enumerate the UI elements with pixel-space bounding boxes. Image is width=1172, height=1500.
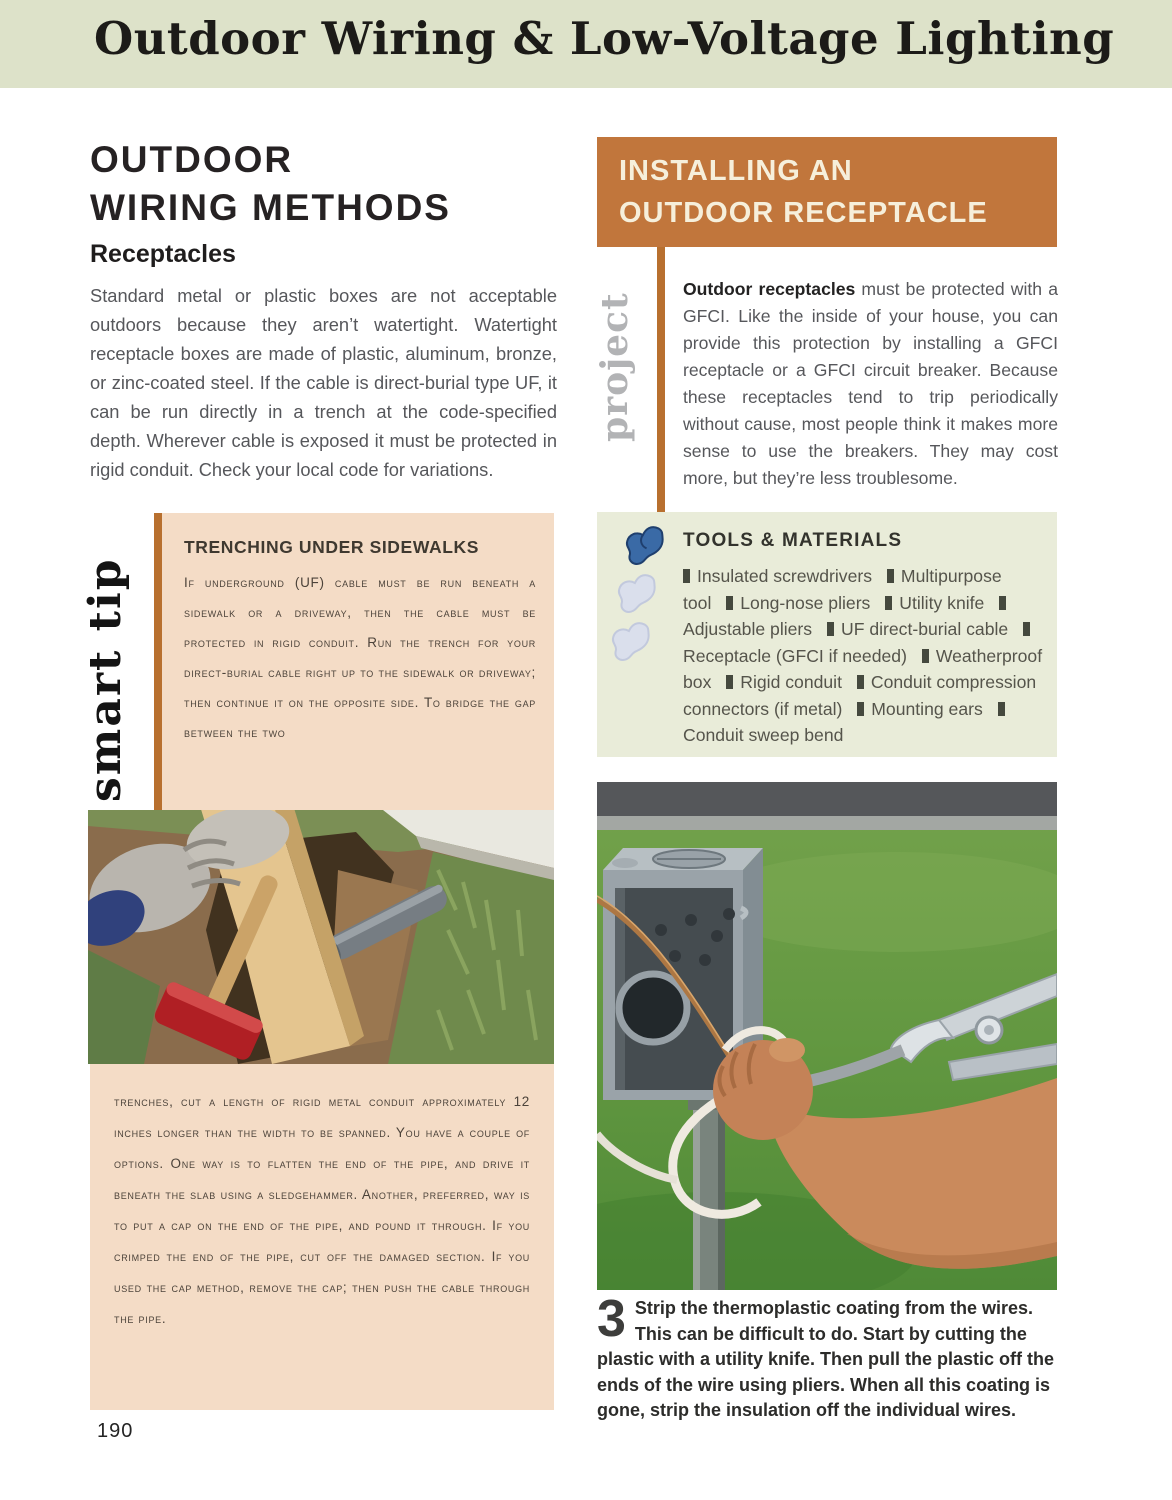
smart-tip-box-top — [162, 513, 554, 810]
bullet-icon — [726, 675, 733, 689]
smart-tip-box-bottom — [90, 1064, 554, 1410]
bullet-icon — [683, 569, 690, 583]
tool-item-label: Conduit compression connectors (if metal) — [683, 672, 1037, 719]
tool-item-label: Multipurpose tool — [683, 566, 1002, 613]
side-knockout-hole — [619, 974, 687, 1042]
tool-item-label: UF direct-burial cable — [840, 619, 1009, 639]
project-label: project — [594, 292, 636, 442]
photo-trench-illustration — [88, 810, 554, 1064]
tool-item-label: Receptacle (GFCI if needed) — [683, 645, 907, 666]
section-heading — [90, 136, 451, 232]
step-number: 3 — [597, 1290, 626, 1348]
glove-icon-faded — [617, 573, 656, 615]
glove-icon-faded — [611, 621, 650, 663]
step-caption-text: Strip the thermoplastic coating from the wires. This can be difficult to do. Start by cutting the plastic with a utility knife. Then pull the plastic off the ends of the wire using pliers. When all this coating is gone, strip the insulation off the individual wires. — [597, 1298, 1055, 1420]
tool-item-label: Utility knife — [899, 592, 985, 613]
smart-tip-heading: TRENCHING UNDER SIDEWALKS — [184, 537, 480, 557]
bullet-icon — [726, 596, 733, 610]
project-header-line1: INSTALLING AN — [619, 155, 853, 187]
section-heading-line1: OUTDOOR — [90, 139, 294, 180]
subsection-heading: Receptacles — [90, 240, 236, 268]
tool-item — [827, 619, 1008, 639]
tool-item-label: Insulated screwdrivers — [697, 566, 873, 586]
tool-item — [726, 593, 870, 613]
project-intro-rest: must be protected with a GFCI. Like the inside of your house, you can provide this protection by installing a GFCI receptacle or a GFCI circuit breaker. Because these receptacles tend to trip periodically without cause, most people think it makes more sense to use the breakers. They may cost more, but they’re less troublesome. — [683, 279, 1058, 488]
smart-tip-accent-bar — [154, 513, 162, 810]
chapter-title: Outdoor Wiring & Low-Voltage Lighting — [94, 12, 1115, 65]
tools-content — [683, 530, 1043, 749]
project-header — [597, 137, 1057, 247]
tool-item — [857, 699, 983, 719]
page-number: 190 — [97, 1420, 134, 1442]
left-body-paragraph: Standard metal or plastic boxes are not acceptable outdoors because they aren’t watertight. Watertight receptacle boxes are made of plastic, aluminum, bronze, or zinc-coated steel. If the cable is direct-burial type UF, it can be run directly in a trench at the code-specified depth. Wherever cable is exposed it must be protected in rigid conduit. Check your local code for variations. — [90, 285, 557, 480]
tool-item-label: Mounting ears — [871, 698, 983, 719]
bullet-icon — [1023, 622, 1030, 636]
bullet-icon — [857, 675, 864, 689]
bullet-icon — [999, 596, 1006, 610]
tool-item — [726, 672, 842, 692]
smart-tip-text-bottom: trenches, cut a length of rigid metal conduit approximately 12 inches longer than the width to be spanned. You have a couple of options. One way is to flatten the end of the pipe, and drive it beneath the slab using a sledgehammer. Another, preferred, way is to put a cap on the end of the pipe, and pound it through. If you crimped the end of the pipe, cut off the damaged section. If you used the cap method, remove the cap; then push the cable through the pipe. — [114, 1094, 530, 1326]
smart-tip-label: smart tip — [80, 557, 131, 803]
photo-strip-wires — [597, 782, 1057, 1290]
tool-item-label: Adjustable pliers — [683, 619, 813, 639]
tool-item-label: Conduit sweep bend — [683, 725, 844, 745]
step-caption — [597, 1290, 1061, 1424]
tool-item-label: Rigid conduit — [740, 672, 842, 692]
tools-heading: TOOLS & MATERIALS — [683, 530, 903, 551]
tool-item — [683, 566, 872, 586]
glove-icons — [607, 522, 677, 682]
chapter-banner — [0, 0, 1172, 88]
thumb — [769, 1038, 805, 1062]
tool-item-label: Long-nose pliers — [740, 592, 871, 613]
pavement-curb — [597, 816, 1057, 830]
glove-icon — [625, 525, 664, 567]
section-heading-line2: WIRING METHODS — [90, 187, 451, 228]
bullet-icon — [827, 622, 834, 636]
photo-strip-illustration — [597, 782, 1057, 1290]
project-header-line2: OUTDOOR RECEPTACLE — [619, 197, 988, 229]
tools-list — [683, 563, 1043, 749]
bullet-icon — [887, 569, 894, 583]
bullet-icon — [922, 649, 929, 663]
bullet-icon — [998, 702, 1005, 716]
project-intro-paragraph — [683, 276, 1058, 492]
metal-post — [688, 1100, 730, 1290]
photo-trench-conduit — [88, 810, 554, 1064]
smart-tip-text-top: If underground (UF) cable must be run beneath a sidewalk or a driveway, then the cable must be protected in rigid conduit. Run the trench for your direct-burial cable right up to the sidewalk or driveway; then continue it on the opposite side. To bridge the gap between the two — [184, 575, 536, 740]
tools-materials-box — [597, 512, 1057, 757]
tool-item-label: Weatherproof box — [683, 645, 1043, 692]
glove-icon-stack — [607, 522, 677, 672]
bullet-icon — [857, 702, 864, 716]
pavement-band — [597, 782, 1057, 816]
bullet-icon — [885, 596, 892, 610]
tool-item — [885, 593, 984, 613]
project-intro-lead: Outdoor receptacles — [683, 279, 856, 299]
